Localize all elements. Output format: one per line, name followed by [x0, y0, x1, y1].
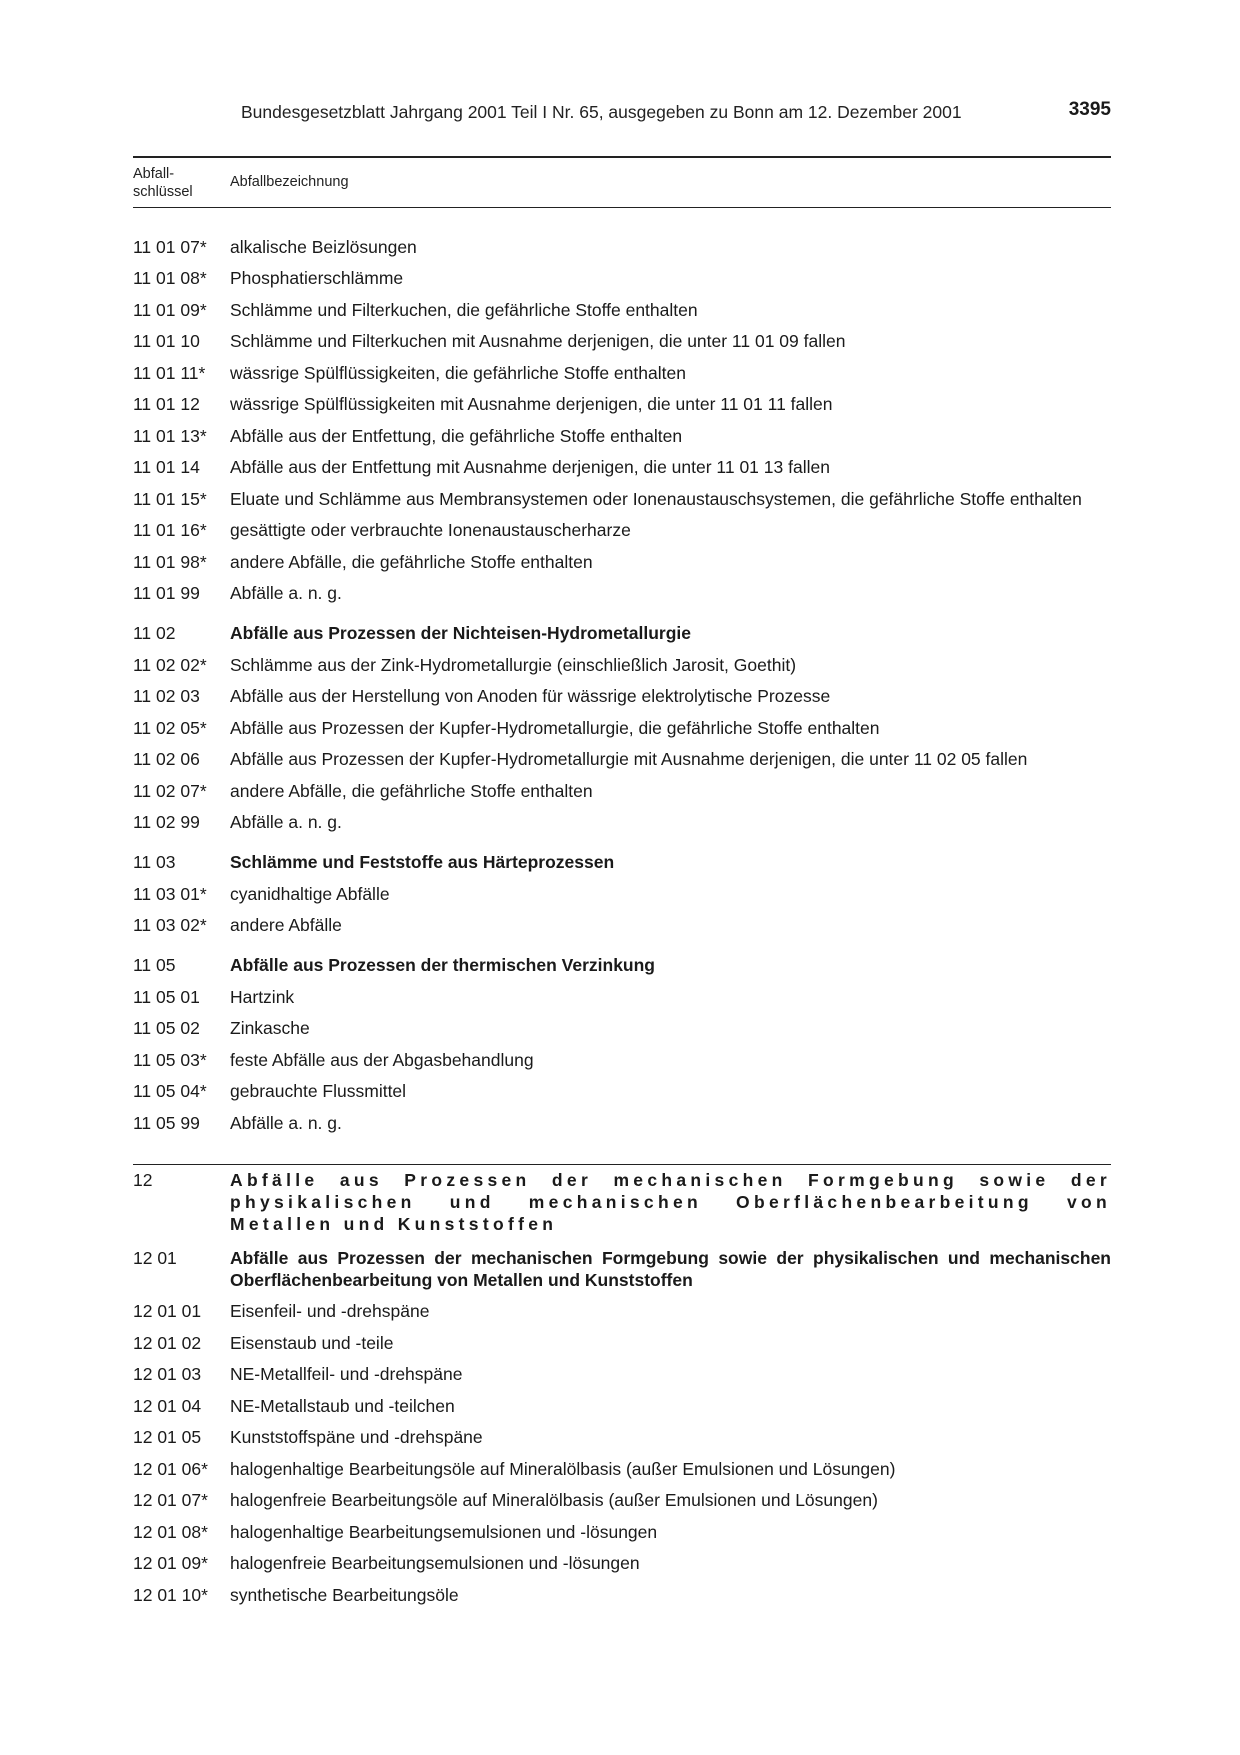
- table-row: [133, 1363, 1111, 1385]
- waste-description: Abfälle a. n. g.: [230, 812, 342, 832]
- waste-table: [133, 226, 1111, 1606]
- waste-description: andere Abfälle, die gefährliche Stoffe enthalten: [230, 551, 593, 572]
- waste-description: halogenhaltige Bearbeitungsemulsionen und -lösungen: [230, 1521, 658, 1542]
- waste-description: halogenfreie Bearbeitungsemulsionen und -lösungen: [230, 1553, 640, 1573]
- waste-key: 11 01 10: [133, 331, 200, 351]
- waste-description: Schlämme und Filterkuchen, die gefährliche Stoffe enthalten: [230, 299, 698, 320]
- waste-key: 11 05 01: [133, 986, 200, 1007]
- column-header-key: Abfall- schlüssel: [133, 166, 193, 200]
- waste-description: Schlämme und Filterkuchen mit Ausnahme derjenigen, die unter 11 01 09 fallen: [230, 331, 846, 351]
- waste-description: gesättigte oder verbrauchte Ionenaustauscherharze: [230, 520, 631, 540]
- table-row: [133, 551, 1111, 573]
- table-row: [133, 883, 1111, 905]
- waste-key: 11 02 06: [133, 749, 200, 769]
- table-row: [133, 622, 1111, 644]
- table-row: [133, 986, 1111, 1008]
- waste-key: 11 02 03: [133, 686, 200, 706]
- waste-key: 11 02: [133, 623, 176, 643]
- table-row: [133, 1300, 1111, 1322]
- waste-description: NE-Metallfeil- und -drehspäne: [230, 1364, 463, 1384]
- waste-key: 11 01 09*: [133, 299, 207, 320]
- waste-key: 11 01 11*: [133, 362, 206, 383]
- column-header-description: Abfallbezeichnung: [230, 174, 349, 190]
- page-number: 3395: [1068, 99, 1111, 120]
- waste-key: 11 01 15*: [133, 488, 207, 509]
- waste-description: Abfälle aus der Herstellung von Anoden für wässrige elektrolytische Prozesse: [230, 686, 831, 706]
- table-row: [133, 1332, 1111, 1354]
- waste-description: Zinkasche: [230, 1018, 310, 1038]
- waste-key: 11 03 02*: [133, 915, 207, 935]
- table-row: [133, 780, 1111, 802]
- waste-description: gebrauchte Flussmittel: [230, 1081, 407, 1101]
- waste-description: Abfälle aus Prozessen der Kupfer-Hydrometallurgie, die gefährliche Stoffe enthalten: [230, 717, 880, 738]
- table-row: [133, 1080, 1111, 1102]
- waste-key: 12 01 09*: [133, 1553, 208, 1573]
- waste-description: Hartzink: [230, 986, 295, 1007]
- waste-key: 11 01 08*: [133, 268, 207, 288]
- waste-description: Abfälle aus Prozessen der Kupfer-Hydrometallurgie mit Ausnahme derjenigen, die unter 11 02 05 fallen: [230, 749, 1028, 769]
- table-row: [133, 1521, 1111, 1543]
- waste-description: Abfälle aus Prozessen der mechanischen Formgebung sowie der physikalischen und mechanischen Oberflächenbearbeitung von Metallen und Kunststoffen: [230, 1169, 1111, 1234]
- table-row: [133, 1395, 1111, 1417]
- waste-key: 12 01 04: [133, 1395, 202, 1416]
- waste-description: Abfälle aus der Entfettung, die gefährliche Stoffe enthalten: [230, 425, 683, 446]
- table-row: [133, 914, 1111, 936]
- table-row: [133, 299, 1111, 321]
- waste-key: 12 01 07*: [133, 1490, 208, 1510]
- waste-key: 11 03 01*: [133, 883, 207, 904]
- table-row: [133, 1584, 1111, 1606]
- waste-description: wässrige Spülflüssigkeiten, die gefährliche Stoffe enthalten: [230, 362, 686, 383]
- waste-key: 11 02 02*: [133, 654, 207, 675]
- table-row: [133, 717, 1111, 739]
- waste-key: 12 01 05: [133, 1427, 202, 1447]
- table-row: [133, 330, 1111, 352]
- table-row: [133, 425, 1111, 447]
- waste-description: Abfälle aus Prozessen der mechanischen Formgebung sowie der physikalischen und mechanischen Oberflächenbearbeitung von Metallen und Kunststoffen: [230, 1247, 1111, 1290]
- top-rule: [133, 156, 1111, 158]
- waste-key: 11 02 07*: [133, 780, 207, 801]
- table-row: [133, 1112, 1111, 1134]
- waste-description: feste Abfälle aus der Abgasbehandlung: [230, 1049, 534, 1070]
- header-rule: [133, 207, 1111, 208]
- waste-key: 12 01 03: [133, 1364, 202, 1384]
- table-row: [133, 1017, 1111, 1039]
- waste-description: Schlämme aus der Zink-Hydrometallurgie (einschließlich Jarosit, Goethit): [230, 654, 797, 675]
- waste-key: 12 01 08*: [133, 1521, 208, 1542]
- table-row: [133, 851, 1111, 873]
- waste-description: synthetische Bearbeitungsöle: [230, 1584, 459, 1605]
- table-row: [133, 362, 1111, 384]
- waste-key: 11 05 03*: [133, 1049, 207, 1070]
- waste-description: Schlämme und Feststoffe aus Härteprozessen: [230, 852, 615, 872]
- waste-description: alkalische Beizlösungen: [230, 236, 417, 257]
- table-row: [133, 456, 1111, 478]
- waste-key: 11 01 07*: [133, 236, 207, 257]
- table-row: [133, 582, 1111, 604]
- waste-key: 11 05 02: [133, 1018, 200, 1038]
- waste-key: 11 05 04*: [133, 1081, 207, 1101]
- waste-description: Phosphatierschlämme: [230, 268, 404, 288]
- waste-description: Abfälle aus Prozessen der Nichteisen-Hydrometallurgie: [230, 623, 691, 643]
- table-row: [133, 1426, 1111, 1448]
- waste-description: NE-Metallstaub und -teilchen: [230, 1395, 455, 1416]
- table-row: [133, 811, 1111, 833]
- waste-key: 11 05 99: [133, 1112, 200, 1133]
- table-row: [133, 748, 1111, 770]
- waste-key: 11 02 05*: [133, 717, 207, 738]
- waste-key: 12 01 06*: [133, 1458, 208, 1479]
- waste-description: Eisenfeil- und -drehspäne: [230, 1301, 430, 1321]
- table-row: [133, 267, 1111, 289]
- waste-key: 11 05: [133, 955, 176, 975]
- table-row: [133, 1247, 1111, 1291]
- table-row: [133, 954, 1111, 976]
- table-row: [133, 236, 1111, 258]
- page-header: [133, 100, 1111, 130]
- table-row: [133, 519, 1111, 541]
- waste-key: 11 01 99: [133, 583, 200, 603]
- waste-key: 12 01 02: [133, 1332, 202, 1353]
- waste-description: wässrige Spülflüssigkeiten mit Ausnahme derjenigen, die unter 11 01 11 fallen: [230, 394, 833, 414]
- waste-description: Abfälle a. n. g.: [230, 1112, 342, 1133]
- waste-description: Eisenstaub und -teile: [230, 1332, 394, 1353]
- table-row: [133, 1169, 1111, 1235]
- table-row: [133, 393, 1111, 415]
- waste-key: 11 01 14: [133, 457, 200, 477]
- waste-key: 11 01 98*: [133, 551, 207, 572]
- table-row: [133, 1552, 1111, 1574]
- waste-key: 11 02 99: [133, 812, 200, 832]
- table-row: [133, 1458, 1111, 1480]
- waste-description: cyanidhaltige Abfälle: [230, 883, 390, 904]
- waste-key: 12: [133, 1169, 153, 1190]
- table-row: [133, 654, 1111, 676]
- waste-description: halogenhaltige Bearbeitungsöle auf Mineralölbasis (außer Emulsionen und Lösungen): [230, 1458, 896, 1479]
- waste-description: Kunststoffspäne und -drehspäne: [230, 1427, 483, 1447]
- waste-description: andere Abfälle: [230, 915, 342, 935]
- waste-description: andere Abfälle, die gefährliche Stoffe enthalten: [230, 780, 593, 801]
- table-row: [133, 685, 1111, 707]
- waste-description: Eluate und Schlämme aus Membransystemen oder Ionenaustauschsystemen, die gefährliche Stoffe enthalten: [230, 488, 1082, 509]
- waste-key: 12 01 10*: [133, 1584, 208, 1605]
- waste-key: 11 01 13*: [133, 425, 207, 446]
- waste-description: Abfälle aus Prozessen der thermischen Verzinkung: [230, 955, 655, 975]
- waste-description: Abfälle a. n. g.: [230, 583, 342, 603]
- waste-description: Abfälle aus der Entfettung mit Ausnahme derjenigen, die unter 11 01 13 fallen: [230, 457, 830, 477]
- waste-key: 12 01 01: [133, 1301, 202, 1321]
- waste-key: 12 01: [133, 1247, 177, 1268]
- table-row: [133, 1049, 1111, 1071]
- header-title: Bundesgesetzblatt Jahrgang 2001 Teil I Nr. 65, ausgegeben zu Bonn am 12. Dezember 2001: [241, 102, 962, 122]
- table-row: [133, 1489, 1111, 1511]
- waste-description: halogenfreie Bearbeitungsöle auf Mineralölbasis (außer Emulsionen und Lösungen): [230, 1490, 878, 1510]
- waste-key: 11 01 16*: [133, 520, 207, 540]
- waste-key: 11 03: [133, 852, 176, 872]
- waste-key: 11 01 12: [133, 394, 200, 414]
- table-row: [133, 488, 1111, 510]
